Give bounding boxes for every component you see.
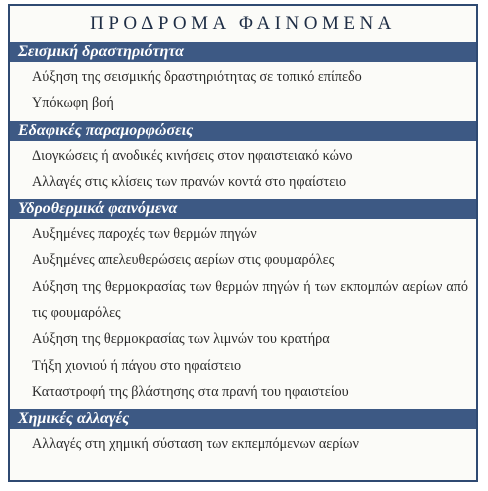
section-items — [10, 141, 476, 200]
list-item: Υπόκωφη βοή — [32, 95, 114, 112]
section-heading: Χημικές αλλαγές — [10, 409, 476, 429]
list-item: Καταστροφή της βλάστησης στα πρανή του ηφαιστείου — [32, 383, 349, 400]
list-item: Διογκώσεις ή ανοδικές κινήσεις στον ηφαιστειακό κώνο — [32, 147, 353, 164]
section-heading: Υδροθερμικά φαινόμενα — [10, 199, 476, 219]
section-heading: Εδαφικές παραμορφώσεις — [10, 121, 476, 141]
section-seismic-activity — [10, 42, 476, 121]
section-heading: Σεισμική δραστηριότητα — [10, 42, 476, 62]
list-item: Αλλαγές στη χημική σύσταση των εκπεμπόμενων αερίων — [32, 436, 359, 453]
section-items — [10, 219, 476, 409]
precursor-phenomena-table — [8, 4, 478, 482]
section-items — [10, 62, 476, 121]
table-title: ΠΡΟΔΡΟΜΑ ΦΑΙΝΟΜΕΝΑ — [90, 13, 396, 34]
list-item: Αυξημένες παροχές των θερμών πηγών — [32, 226, 257, 243]
section-items — [10, 429, 476, 461]
list-item: Αυξημένες απελευθερώσεις αερίων στις φουμαρόλες — [32, 252, 335, 269]
section-ground-deformation — [10, 121, 476, 200]
list-item: Αύξηση της σεισμικής δραστηριότητας σε τοπικό επίπεδο — [32, 69, 362, 85]
list-item: Αύξηση της θερμοκρασίας των θερμών πηγών ή των εκπομπών αερίων από τις φουμαρόλες — [32, 278, 468, 322]
list-item: Αλλαγές στις κλίσεις των πρανών κοντά στο ηφαίστειο — [32, 173, 347, 190]
section-chemical-changes — [10, 409, 476, 461]
list-item: Αύξηση της θερμοκρασίας των λιμνών του κρατήρα — [32, 331, 330, 348]
list-item: Τήξη χιονιού ή πάγου στο ηφαίστειο — [32, 357, 242, 374]
section-hydrothermal-phenomena — [10, 199, 476, 409]
